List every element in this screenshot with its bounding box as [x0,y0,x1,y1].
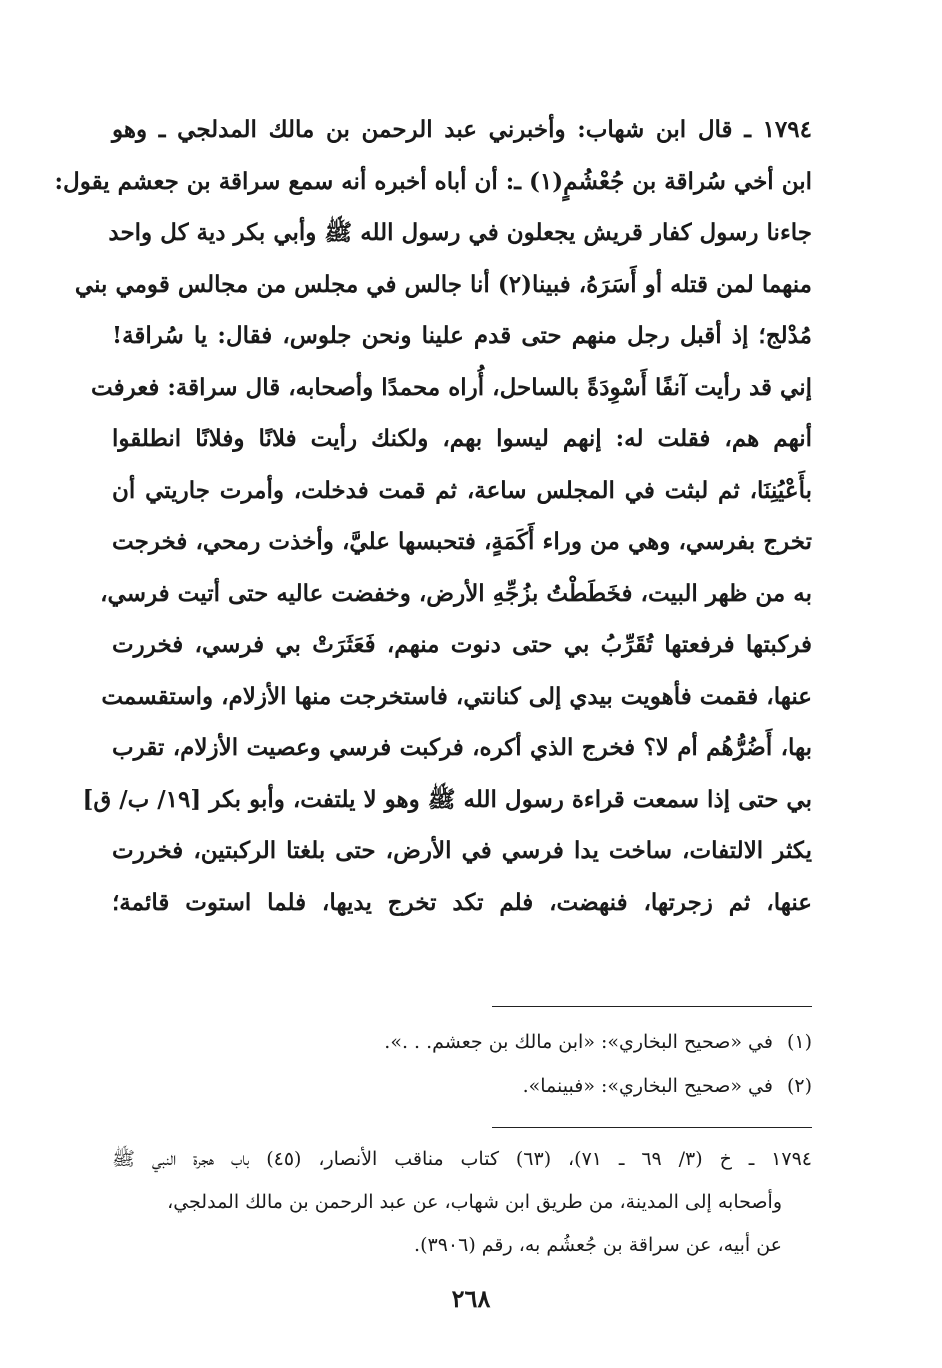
text-line: إني قد رأيت آنفًا أَسْوِدَةً بالساحل، أُراه محمدًا وأصحابه، قال سراقة: فعرفت [90,373,812,401]
footnote-text: في «صحيح البخاري»: «ابن مالك بن جعشم. . .». [384,1031,773,1053]
text-line: أنهم هم، فقلت له: إنهم ليسوا بهم، ولكنك رأيت فلانًا وفلانًا انطلقوا [112,425,812,452]
text-line: عنها، ثم زجرتها، فنهضت، فلم تكد تخرج يديها، فلما استوت قائمة؛ [112,888,812,916]
text-line: جاءنا رسول كفار قريش يجعلون في رسول الله ﷺ وأبي بكر دية كل واحد [108,219,812,246]
footnote [112,1064,812,1108]
footnote-divider [492,1006,812,1007]
text-line: فركبتها فرفعتها تُقَرِّبُ بي حتى دنوت منهم، فَعَثَرَتْ بي فرسي، فخررت [112,631,812,658]
text-line: ابن أخي سُراقة بن جُعْشُمٍ(١) ـ: أن أباه أخبره أنه سمع سراقة بن جعشم يقول: [54,167,812,195]
text-line: مُدْلج؛ إذ أقبل رجل منهم حتى قدم علينا ونحن جلوس، فقال: يا سُراقة! [112,322,812,349]
takhrij-divider [492,1127,812,1128]
text-line: به من ظهر البيت، فخَطَطْتُ بزُجِّهِ الأرض، وخفضت عاليه حتى أتيت فرسي، [100,579,812,607]
takhrij-line: وأصحابه إلى المدينة، من طريق ابن شهاب، عن عبد الرحمن بن مالك المدلجي، [167,1191,782,1213]
text-line: تخرج بفرسي، وهي من وراء أَكَمَةٍ، فتحبسها عليَّ، وأخذت رمحي، فخرجت [112,528,812,555]
takhrij-block [112,1138,812,1267]
takhrij-line: ١٧٩٤ ـ خ (٣/ ٦٩ ـ ٧١)، (٦٣) كتاب مناقب الأنصار، (٤٥) باب هجرة النبي ﷺ [112,1148,812,1170]
takhrij-line: عن أبيه، عن سراقة بن جُعشُم به، رقم (٣٩٠٦). [414,1234,782,1256]
footnote [112,1020,812,1064]
text-line: يكثر الالتفات، ساخت يدا فرسي في الأرض، حتى بلغتا الركبتين، فخررت [112,837,812,864]
text-line: بأَعْيُنِنَا، ثم لبثت في المجلس ساعة، ثم قمت فدخلت، وأمرت جاريتي أن [112,476,812,504]
text-line: عنها، فقمت فأهويت بيدي إلى كنانتي، فاستخرجت منها الأزلام، واستقسمت [101,682,812,710]
footnote-number: (١) [786,1031,812,1053]
text-line: بها، أَضُرُّهُم أم لا؟ فخرج الذي أكره، فركبت فرسي وعصيت الأزلام، تقرب [112,734,812,761]
main-text-block [54,104,812,928]
footnotes-block [112,1020,812,1108]
text-line: ١٧٩٤ ـ قال ابن شهاب: وأخبرني عبد الرحمن بن مالك المدلجي ـ وهو [112,116,812,143]
page-number: ٢٦٨ [451,1284,491,1313]
text-line: بي حتى إذا سمعت قراءة رسول الله ﷺ وهو لا يلتفت، وأبو بكر [١٩/ ب/ ق] [82,785,812,813]
text-line: منهما لمن قتله أو أَسَرَهُ، فبينا(٢) أنا جالس في مجلس من مجالس قومي بني [74,270,812,298]
footnote-text: في «صحيح البخاري»: «فبينما». [522,1075,773,1097]
footnote-number: (٢) [786,1075,812,1097]
